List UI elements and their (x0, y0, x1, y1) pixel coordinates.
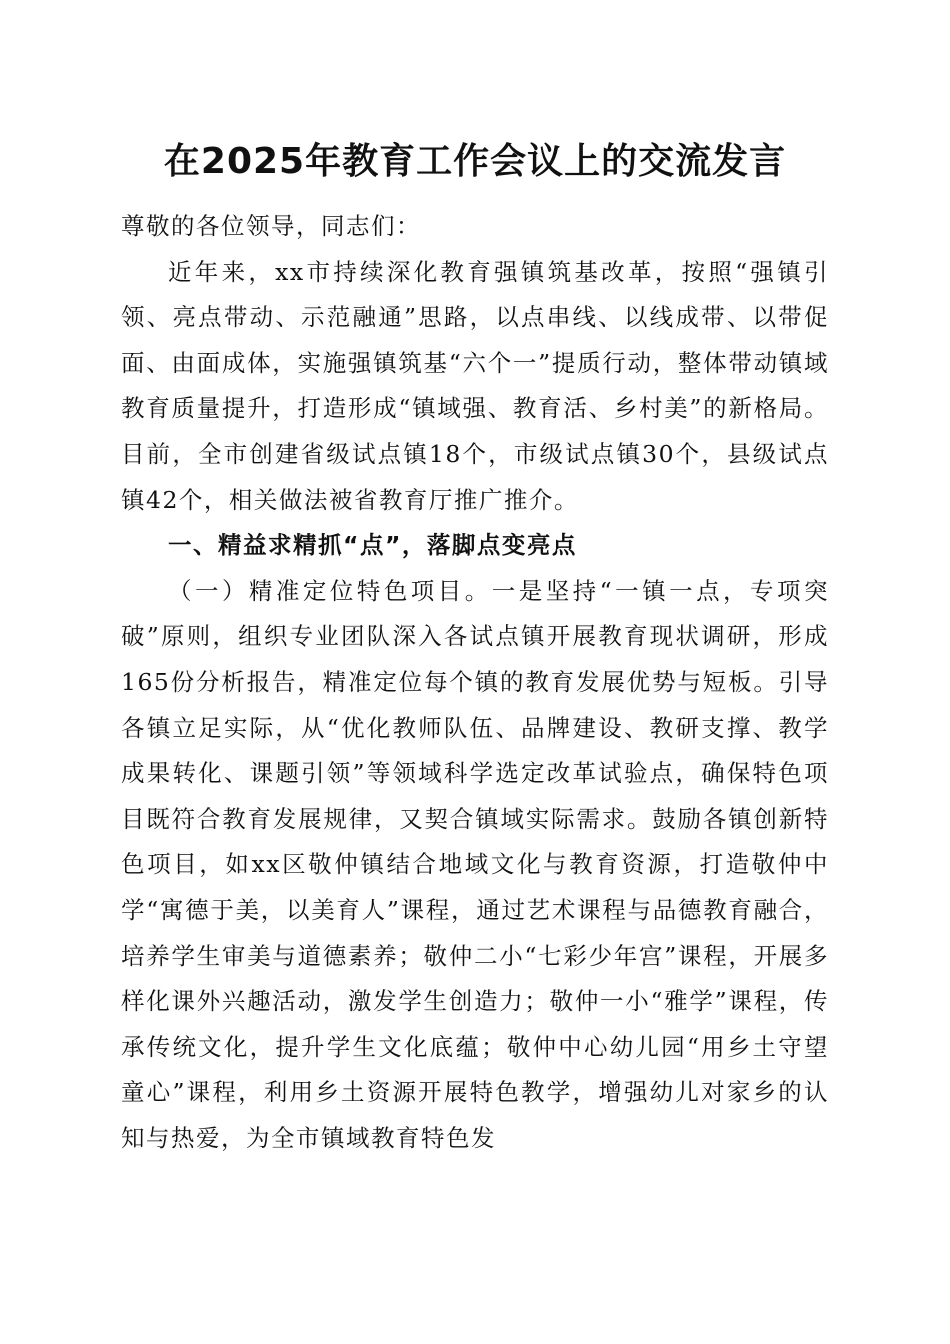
document-body (121, 204, 829, 1161)
document-title: 在2025年教育工作会议上的交流发言 (163, 141, 787, 182)
section-paragraph: （一）精准定位特色项目。一是坚持“一镇一点，专项突破”原则，组织专业团队深入各试点镇开展教育现状调研，形成165份分析报告，精准定位每个镇的教育发展优势与短板。引导各镇立足实际，从“优化教师队伍、品牌建设、教研支撑、教学成果转化、课题引领”等领域科学选定改革试验点，确保特色项目既符合教育发展规律，又契合镇域实际需求。鼓励各镇创新特色项目，如xx区敬仲镇结合地域文化与教育资源，打造敬仲中学“寓德于美，以美育人”课程，通过艺术课程与品德教育融合，培养学生审美与道德素养；敬仲二小“七彩少年宫”课程，开展多样化课外兴趣活动，激发学生创造力；敬仲一小“雅学”课程，传承传统文化，提升学生文化底蕴；敬仲中心幼儿园“用乡土守望童心”课程，利用乡土资源开展特色教学，增强幼儿对家乡的认知与热爱，为全市镇域教育特色发 (121, 576, 829, 1152)
intro-paragraph: 近年来，xx市持续深化教育强镇筑基改革，按照“强镇引领、亮点带动、示范融通”思路，以点串线、以线成带、以带促面、由面成体，实施强镇筑基“六个一”提质行动，整体带动镇域教育质量提升，打造形成“镇域强、教育活、乡村美”的新格局。目前，全市创建省级试点镇18个，市级试点镇30个，县级试点镇42个，相关做法被省教育厅推广推介。 (121, 257, 829, 514)
section-heading: 一、精益求精抓“点”，落脚点变亮点 (168, 531, 577, 560)
salutation: 尊敬的各位领导，同志们： (121, 212, 421, 240)
